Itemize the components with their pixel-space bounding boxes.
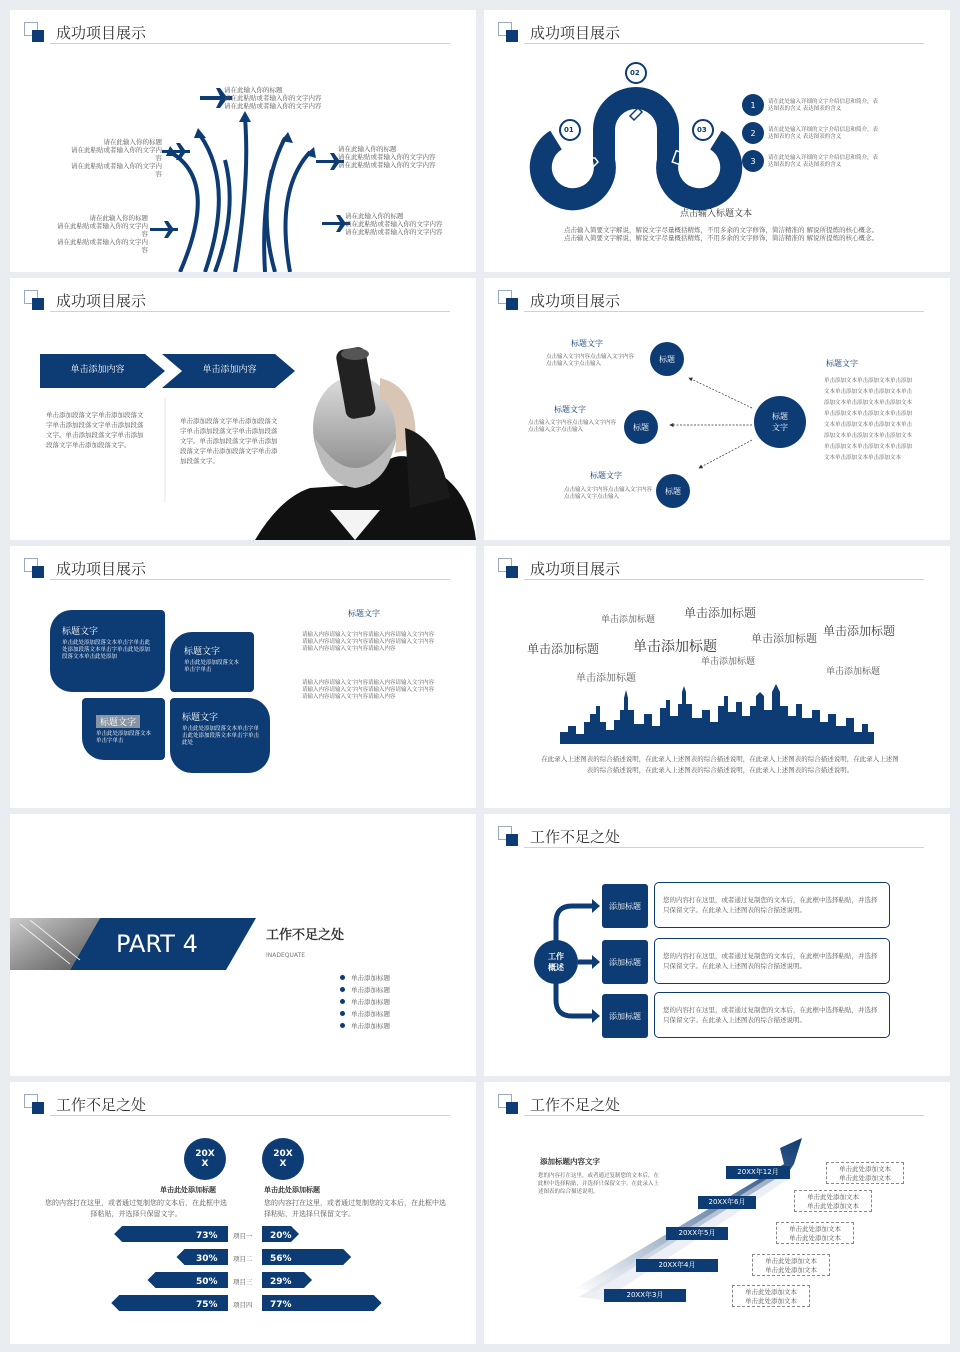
node-text: 点击输入文字内容点击输入文字内容点击输入文字点击输入 bbox=[546, 354, 635, 367]
left-value: 30% bbox=[196, 1254, 218, 1264]
column-text: 您的内容打在这里，或者通过复制您的文本后，在此框中选择粘贴，并选择只保留文字。 bbox=[45, 1199, 227, 1218]
word: 单击添加标题 bbox=[576, 673, 636, 684]
row-text: 您的内容打在这里，或者通过复制您的文本后，在此框中选择粘贴，并选择只保留文字。在此录入上述图表的综合描述说明。 bbox=[654, 882, 890, 928]
row-label: 项目二 bbox=[233, 1255, 253, 1263]
caption: 在此录入上述图表的综合描述说明，在此录入上述图表的综合描述说明，在此录入上述图表的综合描述说明，在此录入上述图表的综合描述说明，在此录入上述图表的综合描述说明，在此录入上述图表的综合描述说明。 bbox=[541, 755, 899, 774]
slide-3 bbox=[10, 278, 476, 540]
node-text: 点击输入文字内容点击输入文字内容点击输入文字点击输入 bbox=[564, 487, 653, 500]
text-group: 请在此输入你的标题 请在此粘贴或者输入你的文字内容 请在此粘贴或者输入你的文字内容 bbox=[345, 212, 443, 236]
node-head: 标题文字 bbox=[590, 471, 622, 480]
step-note: 单击此处添加文本 单击此处添加文本 bbox=[732, 1285, 810, 1307]
step-number: 01 bbox=[564, 126, 574, 134]
center-node: 标题 文字 bbox=[754, 396, 806, 448]
right-value: 20% bbox=[270, 1231, 292, 1241]
row-text: 您的内容打在这里，或者通过复制您的文本后，在此框中选择粘贴，并选择只保留文字。在此录入上述图表的综合描述说明。 bbox=[654, 938, 890, 984]
slide-4 bbox=[484, 278, 950, 540]
growth-arrow-graphic bbox=[484, 1082, 950, 1344]
slide-title: 成功项目展示 bbox=[56, 560, 147, 578]
row-label: 添加标题 bbox=[602, 994, 648, 1038]
slide-title: 成功项目展示 bbox=[530, 24, 621, 42]
right-text: 单击添加文本单击添加文本单击添加文本单击添加文本单击添加文本单击添加文本单击添加文本单击添加文本单击添加文本单击添加文本单击添加文本单击添加文本单击添加文本单击添加文本单击添加文本单击添加文本单击添加文本单击添加文本单击添加文本单击添加文本单击添加文本 bbox=[824, 378, 913, 461]
item-text: 请在此处输入详细的文字介绍信息和简介，表达图表的含义 表达图表的含义 bbox=[768, 155, 879, 168]
right-value: 77% bbox=[270, 1300, 292, 1310]
date-label: 20XX年6月 bbox=[698, 1196, 756, 1209]
slide-5 bbox=[10, 546, 476, 808]
number-badge: 1 bbox=[742, 94, 764, 116]
step-note: 单击此处添加文本 单击此处添加文本 bbox=[776, 1222, 854, 1244]
part-banner bbox=[10, 814, 476, 1076]
word: 单击添加标题 bbox=[633, 639, 717, 655]
word: 单击添加标题 bbox=[684, 606, 757, 620]
date-label: 20XX年4月 bbox=[636, 1259, 718, 1272]
node-head: 标题文字 bbox=[554, 405, 586, 414]
node-head: 标题文字 bbox=[571, 339, 603, 348]
right-head: 标题文字 bbox=[826, 359, 858, 368]
date-label: 20XX年12月 bbox=[726, 1166, 790, 1179]
tile-3: 标题文字 单击此处添加段落文本单击字单击 bbox=[82, 698, 165, 760]
paragraph: 单击添加段落文字单击添加段落文字单击添加段落文字单击添加段落文字。单击添加段落文字单击添加段落文字单击添加段落文字单击添加段落文字。 bbox=[180, 417, 278, 465]
node: 标题 bbox=[650, 342, 684, 376]
slide-10 bbox=[484, 1082, 950, 1344]
node: 标题 bbox=[624, 410, 658, 444]
block-text: 您的内容打在这里，或者通过复制您的文本后，在此框中选择粘贴，并选择只保留文字。在此录入上述图表的综合描述说明。 bbox=[538, 1173, 660, 1195]
number-badge: 3 bbox=[742, 150, 764, 172]
slide-9 bbox=[10, 1082, 476, 1344]
subtitle: 点击输入标题文本 bbox=[680, 209, 753, 219]
word: 单击添加标题 bbox=[527, 642, 600, 656]
text-group: 请在此输入你的标题 请在此粘贴或者输入你的文字内容 请在此粘贴或者输入你的文字内容 bbox=[338, 145, 436, 169]
step-number: 03 bbox=[697, 126, 707, 134]
tile-2: 标题文字 单击此处添加段落文本单击字单击 bbox=[170, 632, 254, 692]
tile-4: 标题文字 单击此处添加段落文本单击字单击此处添加段落文本单击字单击此处 bbox=[170, 698, 270, 773]
slide-title: 成功项目展示 bbox=[530, 560, 621, 578]
slide-7 bbox=[10, 814, 476, 1076]
bullet-item: 单击添加标题 bbox=[340, 1020, 390, 1032]
section-title: 工作不足之处 bbox=[266, 928, 345, 943]
date-label: 20XX年5月 bbox=[666, 1227, 728, 1240]
node-text: 点击输入文字内容点击输入文字内容点击输入文字点击输入 bbox=[528, 420, 617, 433]
row-text: 您的内容打在这里，或者通过复制您的文本后，在此框中选择粘贴，并选择只保留文字。在此录入上述图表的综合描述说明。 bbox=[654, 992, 890, 1038]
block-head: 添加标题内容文字 bbox=[540, 1157, 600, 1166]
center-node: 工作 概述 bbox=[534, 940, 578, 984]
step-note: 单击此处添加文本 单击此处添加文本 bbox=[826, 1162, 904, 1184]
slide-6 bbox=[484, 546, 950, 808]
row-label: 添加标题 bbox=[602, 884, 648, 928]
item-text: 请在此处输入详细的文字介绍信息和简介，表达图表的含义 表达图表的含义 bbox=[768, 127, 879, 140]
word: 单击添加标题 bbox=[701, 657, 756, 667]
year-circle: 20X X bbox=[262, 1138, 304, 1180]
row-label: 项目三 bbox=[233, 1278, 253, 1286]
bullet-list bbox=[340, 972, 390, 1032]
column-head: 单击此处添加标题 bbox=[264, 1186, 320, 1194]
section-subtitle: INADEQUATE bbox=[266, 952, 305, 959]
slide-title: 工作不足之处 bbox=[530, 1096, 621, 1114]
word: 单击添加标题 bbox=[823, 624, 896, 638]
slide-header bbox=[10, 546, 476, 586]
right-value: 29% bbox=[270, 1277, 292, 1287]
row-label: 项目四 bbox=[233, 1301, 253, 1309]
year-circle: 20X X bbox=[184, 1138, 226, 1180]
text-group: 请在此输入你的标题 请在此粘贴或者输入你的文字内容 请在此粘贴或者输入你的文字内容 bbox=[224, 86, 322, 110]
column-text: 您的内容打在这里，或者通过复制您的文本后，在此框中选择粘贴，并选择只保留文字。 bbox=[264, 1199, 446, 1218]
left-value: 75% bbox=[196, 1300, 218, 1310]
slide-2 bbox=[484, 10, 950, 272]
arrow-label: 单击添加内容 bbox=[202, 365, 257, 375]
bullet-item: 单击添加标题 bbox=[340, 996, 390, 1008]
slide-1 bbox=[10, 10, 476, 272]
paragraph: 请输入内容请输入文字内容请输入内容请输入文字内容请输入内容请输入文字内容请输入内容请输入文字内容请输入内容请输入文字内容请输入内容 bbox=[302, 632, 435, 652]
text-group: 请在此输入你的标题 请在此粘贴或者输入你的文字内容 请在此粘贴或者输入你的文字内容 bbox=[57, 214, 148, 254]
column-head: 单击此处添加标题 bbox=[160, 1186, 216, 1194]
node: 标题 bbox=[656, 474, 690, 508]
word: 单击添加标题 bbox=[826, 667, 881, 677]
slide-title: 成功项目展示 bbox=[56, 24, 147, 42]
slide-title: 工作不足之处 bbox=[530, 828, 621, 846]
word: 单击添加标题 bbox=[751, 632, 817, 645]
number-badge: 2 bbox=[742, 122, 764, 144]
left-value: 50% bbox=[196, 1277, 218, 1287]
step-note: 单击此处添加文本 单击此处添加文本 bbox=[794, 1190, 872, 1212]
word: 单击添加标题 bbox=[601, 615, 656, 625]
row-label: 项目一 bbox=[233, 1232, 253, 1240]
slide-title: 工作不足之处 bbox=[56, 1096, 147, 1114]
slide-title: 成功项目展示 bbox=[530, 292, 621, 310]
right-value: 56% bbox=[270, 1254, 292, 1264]
right-head: 标题文字 bbox=[348, 609, 380, 618]
left-value: 73% bbox=[196, 1231, 218, 1241]
row-label: 添加标题 bbox=[602, 940, 648, 984]
slide-title: 成功项目展示 bbox=[56, 292, 147, 310]
text-group: 请在此输入你的标题 请在此粘贴或者输入你的文字内容 请在此粘贴或者输入你的文字内容 bbox=[71, 138, 162, 178]
body-text: 点击输入简要文字解说，解说文字尽量概括精炼，不用多余的文字修饰，简洁精准的 解说所提炼的核心概念。点击输入简要文字解说，解说文字尽量概括精炼，不用多余的文字修饰，简洁精准的 解说所提炼的核心概念。 bbox=[564, 226, 879, 242]
telescope-man-photo bbox=[10, 278, 476, 540]
item-text: 请在此处输入详细的文字介绍信息和简介，表达图表的含义 表达图表的含义 bbox=[768, 99, 879, 112]
part-label: PART 4 bbox=[116, 930, 198, 958]
bullet-item: 单击添加标题 bbox=[340, 972, 390, 984]
step-note: 单击此处添加文本 单击此处添加文本 bbox=[752, 1254, 830, 1276]
step-number: 02 bbox=[630, 69, 640, 77]
bullet-item: 单击添加标题 bbox=[340, 1008, 390, 1020]
date-label: 20XX年3月 bbox=[604, 1289, 686, 1302]
arrow-label: 单击添加内容 bbox=[70, 365, 125, 375]
paragraph: 单击添加段落文字单击添加段落文字单击添加段落文字单击添加段落文字。单击添加段落文字单击添加段落文字单击添加段落文字。 bbox=[46, 411, 144, 449]
paragraph: 请输入内容请输入文字内容请输入内容请输入文字内容请输入内容请输入文字内容请输入内容请输入文字内容请输入内容请输入文字内容请输入内容 bbox=[302, 680, 435, 700]
slide-8 bbox=[484, 814, 950, 1076]
tile-1: 标题文字 单击此处添加段落文本单击字单击此处添加段落文本单击字单击此处添加段落文本单击此处添加 bbox=[50, 610, 165, 692]
bullet-item: 单击添加标题 bbox=[340, 984, 390, 996]
